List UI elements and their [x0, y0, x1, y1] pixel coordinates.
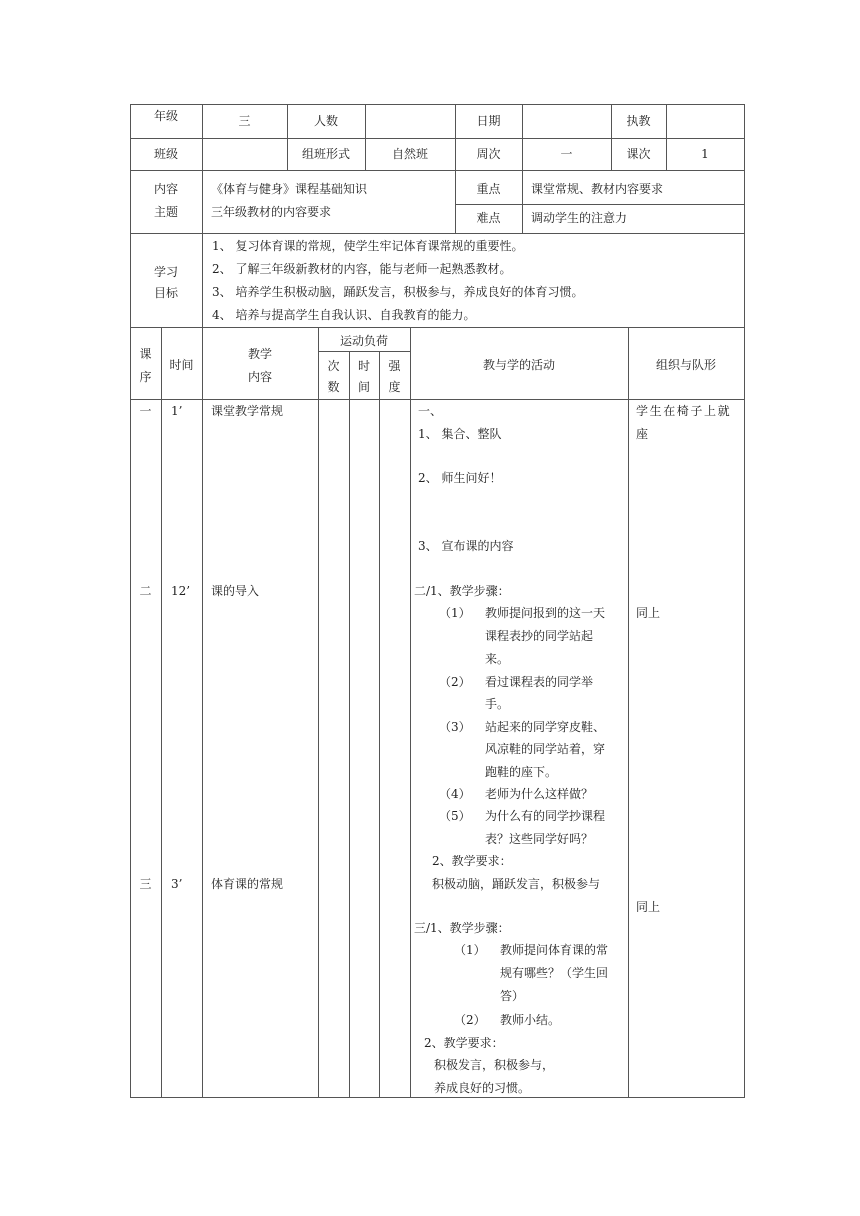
organization-note: 同上: [636, 900, 661, 914]
activity-step: 2、 师生问好！: [418, 471, 502, 485]
activity-section-3-head: 三/1、教学步骤：: [414, 921, 510, 935]
row-seq: 一: [139, 404, 152, 418]
col-intensity-2: 度: [388, 380, 401, 394]
activity-section-2-head: 二/1、教学步骤：: [414, 584, 510, 598]
activity-step: 3、 宣布课的内容: [418, 539, 514, 553]
week-value: 一: [560, 147, 573, 161]
date-label: 日期: [476, 114, 501, 128]
activity-requirement-head: 2、教学要求：: [424, 1036, 504, 1050]
class-label: 班级: [153, 147, 178, 161]
activity-step-number: （4）: [439, 787, 471, 801]
col-count-1: 次: [327, 359, 340, 373]
activity-step-number: （3）: [439, 720, 471, 734]
activity-requirement-head: 2、教学要求：: [432, 854, 512, 868]
key-point-label: 重点: [476, 182, 501, 196]
goals-label-2: 目标: [153, 286, 178, 300]
goal-item: 3、 培养学生积极动脑，踊跃发言，积极参与，养成良好的体育习惯。: [212, 285, 584, 299]
col-time: 时间: [169, 358, 194, 372]
organization-note: 学生在椅子上就: [636, 404, 732, 418]
activity-requirement-text: 积极动脑，踊跃发言，积极参与: [432, 877, 601, 891]
group-value: 自然班: [391, 147, 428, 161]
activity-step-text: 答）: [500, 989, 525, 1003]
topic-label-2: 主题: [153, 205, 178, 219]
activity-step-text: 表？这些同学好吗？: [485, 832, 594, 846]
activity-step: 1、 集合、整队: [418, 427, 502, 441]
activity-step-number: （2）: [439, 675, 471, 689]
activity-step-number: （1）: [454, 943, 486, 957]
grade-value: 三: [238, 114, 251, 128]
col-activity: 教与学的活动: [482, 358, 555, 372]
activity-step-text: 看过课程表的同学举: [485, 675, 594, 689]
activity-step-text: 教师提问报到的这一天: [485, 606, 606, 620]
difficulty-label: 难点: [476, 211, 501, 225]
activity-step-text: 为什么有的同学抄课程: [485, 809, 606, 823]
lesson-label: 课次: [626, 147, 651, 161]
row-time: 12’: [171, 584, 191, 598]
activity-step-text: 手。: [485, 697, 510, 711]
key-point-value: 课堂常规、教材内容要求: [531, 182, 664, 196]
organization-note: 同上: [636, 606, 661, 620]
row-content: 体育课的常规: [211, 877, 284, 891]
col-seq-2: 序: [139, 370, 152, 384]
goals-label-1: 学习: [153, 265, 178, 279]
lesson-value: 1: [701, 147, 709, 161]
activity-step-text: 教师小结。: [500, 1013, 561, 1027]
people-label: 人数: [313, 114, 338, 128]
col-seq-1: 课: [139, 347, 152, 361]
col-load: 运动负荷: [339, 334, 388, 348]
topic-label-1: 内容: [153, 182, 178, 196]
activity-step-text: 课程表抄的同学站起: [485, 629, 594, 643]
activity-step-text: 规有哪些？（学生回: [500, 966, 609, 980]
goal-item: 1、 复习体育课的常规，使学生牢记体育课常规的重要性。: [212, 239, 524, 253]
goal-item: 4、 培养与提高学生自我认识、自我教育的能力。: [212, 308, 476, 322]
col-duration-2: 间: [357, 380, 370, 394]
activity-requirement-text: 积极发言，积极参与，: [434, 1058, 555, 1072]
row-seq: 三: [139, 877, 152, 891]
activity-step-number: （2）: [454, 1013, 486, 1027]
row-time: 1’: [171, 404, 183, 418]
row-content: 课的导入: [211, 584, 260, 598]
grade-label: 年级: [153, 109, 178, 123]
col-duration-1: 时: [357, 359, 370, 373]
col-organization: 组织与队形: [655, 358, 716, 372]
activity-step-text: 教师提问体育课的常: [500, 943, 609, 957]
teacher-label: 执教: [626, 114, 651, 128]
difficulty-value: 调动学生的注意力: [531, 211, 628, 225]
activity-requirement-text: 养成良好的习惯。: [434, 1081, 531, 1095]
col-content-2: 内容: [247, 370, 272, 384]
activity-section-1-head: 一、: [418, 404, 443, 418]
activity-step-text: 跑鞋的座下。: [485, 765, 558, 779]
group-label: 组班形式: [301, 147, 350, 161]
topic-line-2: 三年级教材的内容要求: [211, 205, 332, 219]
col-content-1: 教学: [247, 347, 272, 361]
activity-step-number: （1）: [439, 606, 471, 620]
topic-line-1: 《体育与健身》课程基础知识: [211, 182, 368, 196]
activity-step-number: （5）: [439, 809, 471, 823]
organization-note: 座: [636, 427, 649, 441]
row-content: 课堂教学常规: [211, 404, 284, 418]
row-seq: 二: [139, 584, 152, 598]
goal-item: 2、 了解三年级新教材的内容，能与老师一起熟悉教材。: [212, 262, 512, 276]
activity-step-text: 站起来的同学穿皮鞋、: [485, 720, 606, 734]
col-intensity-1: 强: [388, 359, 401, 373]
week-label: 周次: [476, 147, 501, 161]
activity-step-text: 老师为什么这样做？: [485, 787, 594, 801]
col-count-2: 数: [327, 380, 340, 394]
activity-step-text: 风凉鞋的同学站着，穿: [485, 742, 606, 756]
activity-step-text: 来。: [485, 652, 510, 666]
row-time: 3’: [171, 877, 183, 891]
